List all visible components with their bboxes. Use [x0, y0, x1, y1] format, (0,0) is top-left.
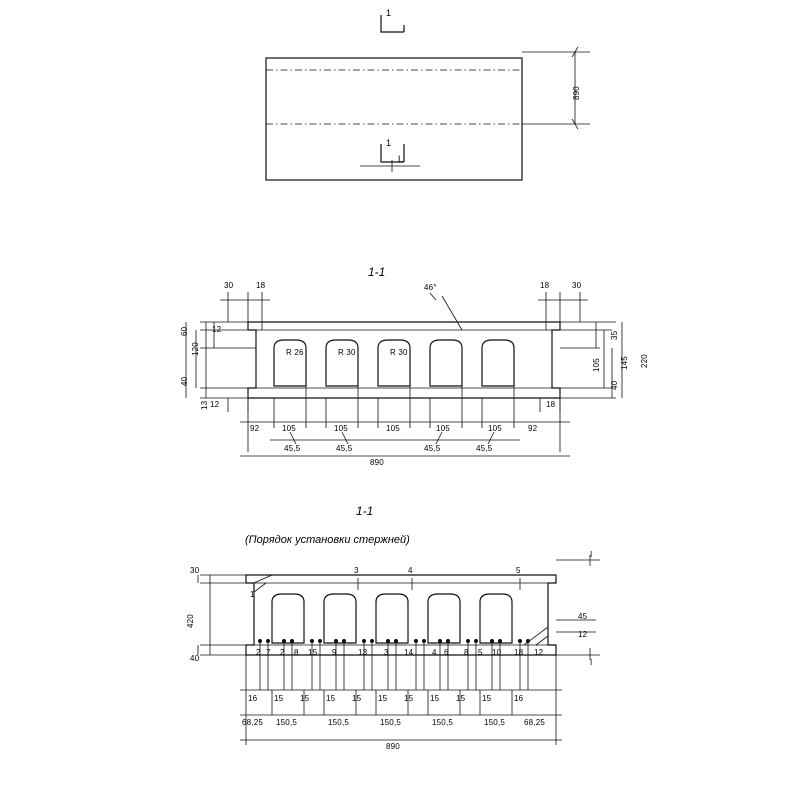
angle-note: 46°	[424, 283, 437, 292]
rebar-total-width: 890	[386, 742, 400, 751]
rebar-main-dim-6: 68,25	[524, 718, 546, 727]
rebar-right-dim-12: 12	[578, 630, 588, 639]
bottom-left-edge-dim: 12	[210, 400, 220, 409]
rebar-small-dim-5: 15	[378, 694, 388, 703]
bar-number-10: 10	[492, 648, 502, 657]
left-dim-60: 60	[180, 326, 189, 336]
left-dim-12: 12	[212, 325, 222, 334]
bottom-mid-dim-1: 45,5	[336, 444, 353, 453]
plan-section-marker-bottom: 1	[386, 138, 392, 148]
bottom-dim-6: 92	[528, 424, 538, 433]
right-dim-35: 35	[610, 330, 619, 340]
rebar-left-bottom-dim: 40	[190, 654, 200, 663]
bar-number-5: 5	[478, 648, 483, 657]
bar-number-8b: 8	[464, 648, 469, 657]
rebar-small-dim-10: 16	[514, 694, 524, 703]
plan-length-label: L	[398, 154, 404, 164]
top-right-dim-2: 30	[572, 281, 582, 290]
bottom-mid-dim-3: 45,5	[476, 444, 493, 453]
rebar-main-dim-3: 150,5	[380, 718, 402, 727]
bar-number-2: 2	[256, 648, 261, 657]
rebar-small-dim-3: 15	[326, 694, 336, 703]
top-right-dim-1: 18	[540, 281, 550, 290]
right-dim-105: 105	[592, 358, 601, 372]
rebar-main-dim-1: 150,5	[276, 718, 298, 727]
bottom-dim-5: 105	[488, 424, 502, 433]
rebar-section-title: 1-1	[356, 504, 374, 518]
bottom-dim-3: 105	[386, 424, 400, 433]
bottom-mid-dim-2: 45,5	[424, 444, 441, 453]
rebar-section-subtitle: (Порядок установки стержней)	[245, 534, 410, 546]
section-1-1-title: 1-1	[368, 265, 386, 279]
rebar-small-dim-1: 15	[274, 694, 284, 703]
top-mark-5: 5	[516, 566, 521, 575]
rebar-small-dim-0: 16	[248, 694, 258, 703]
rebar-small-dim-2: 15	[300, 694, 310, 703]
section-mark-top: І	[590, 550, 593, 559]
bar-number-18: 18	[514, 648, 524, 657]
left-dim-40: 40	[180, 376, 189, 386]
bottom-dim-4: 105	[436, 424, 450, 433]
rebar-main-dim-2: 150,5	[328, 718, 350, 727]
radius-note-1: R 30	[338, 348, 356, 357]
top-mark-4: 4	[408, 566, 413, 575]
bottom-right-edge-dim: 18	[546, 400, 556, 409]
rebar-small-dim-8: 15	[456, 694, 466, 703]
bar-number-7: 7	[266, 648, 271, 657]
left-dim-120: 120	[191, 342, 200, 356]
radius-note-2: R 30	[390, 348, 408, 357]
bar-number-4: 4	[432, 648, 437, 657]
rebar-right-dim-45: 45	[578, 612, 588, 621]
bar-number-8: 8	[294, 648, 299, 657]
plan-view-graphics	[266, 15, 590, 180]
bar-number-9: 9	[332, 648, 337, 657]
rebar-left-height: 420	[186, 614, 195, 628]
left-dim-13: 13	[200, 400, 209, 410]
rebar-main-dim-5: 150,5	[484, 718, 506, 727]
bar-number-13: 13	[358, 648, 368, 657]
rebar-small-dim-9: 15	[482, 694, 492, 703]
bar-number-14: 14	[404, 648, 414, 657]
right-dim-145: 145	[620, 356, 629, 370]
section-mark-bottom: І	[590, 658, 593, 667]
bar-number-15: 15	[308, 648, 318, 657]
bar-number-3: 3	[384, 648, 389, 657]
section-1-1-total-width: 890	[370, 458, 384, 467]
bar-number-6: 6	[444, 648, 449, 657]
rebar-small-dim-6: 15	[404, 694, 414, 703]
bar-number-1: 1	[250, 590, 255, 599]
top-left-dim-1: 30	[224, 281, 234, 290]
radius-note-0: R 26	[286, 348, 304, 357]
plan-section-marker-top: 1	[386, 8, 392, 18]
bar-number-12: 12	[534, 648, 544, 657]
bottom-dim-0: 92	[250, 424, 260, 433]
plan-height-dim: 890	[572, 86, 581, 100]
right-dim-40: 40	[610, 380, 619, 390]
rebar-small-dim-7: 15	[430, 694, 440, 703]
bar-number-2b: 2	[280, 648, 285, 657]
rebar-main-dim-4: 150,5	[432, 718, 454, 727]
top-left-dim-2: 18	[256, 281, 266, 290]
bottom-mid-dim-0: 45,5	[284, 444, 301, 453]
rebar-small-dim-4: 15	[352, 694, 362, 703]
right-dim-220: 220	[640, 354, 649, 368]
rebar-main-dim-0: 68,25	[242, 718, 264, 727]
rebar-left-top-dim: 30	[190, 566, 200, 575]
top-mark-3: 3	[354, 566, 359, 575]
bottom-dim-2: 105	[334, 424, 348, 433]
bottom-dim-1: 105	[282, 424, 296, 433]
